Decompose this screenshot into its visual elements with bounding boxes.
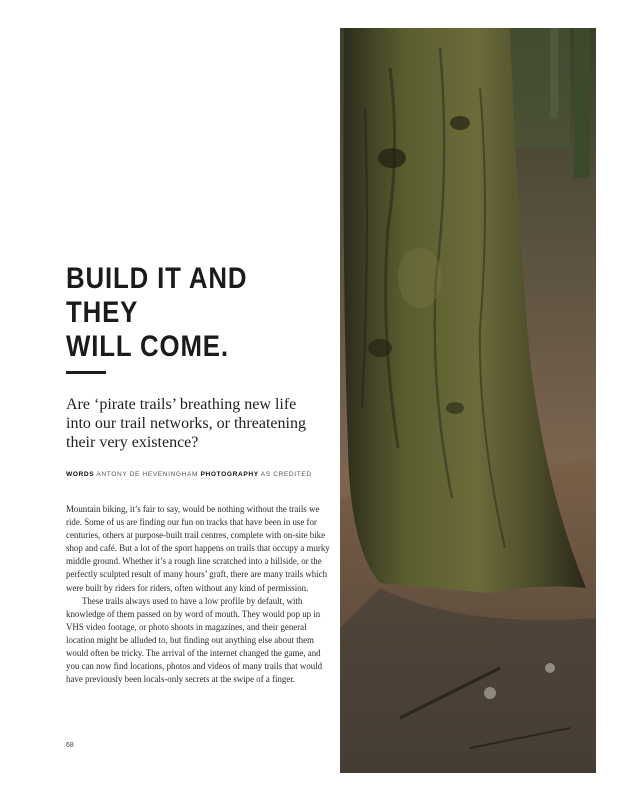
tree-trunk-illustration: [340, 28, 596, 773]
byline-photography-label: PHOTOGRAPHY: [200, 471, 259, 478]
article-body: [66, 503, 332, 686]
body-paragraph: These trails always used to have a low profile by default, with knowledge of them passed on by word of mouth. They would pop up in VHS video footage, or photo shoots in magazines, and their general location might be alluded to, but finding out anything else about them would often be tricky. The arrival of the internet changed the game, and you can now find locations, photos and videos of many trails that would have previously been locals-only secrets at the swipe of a finger.: [66, 595, 323, 685]
byline-words-label: WORDS: [66, 471, 95, 478]
standfirst: Are ‘pirate trails’ breathing new life into our trail networks, or threatening their very existence?: [66, 396, 306, 451]
page-number: 68: [66, 742, 74, 749]
headline: BUILD IT AND THEY WILL COME.: [66, 262, 248, 363]
body-paragraph: Mountain biking, it’s fair to say, would be nothing without the trails we ride. Some of us are finding our fun on tracks that have been in use for centuries, others at purpose-built trail centres, complete with on-site bike shop and café. But a lot of the sport happens on trails that occupy a murky middle ground. Whether it’s a rough line scratched into a hillside, or the perfectly sculpted result of many hours’ graft, there are many trails which were built by riders for riders, often without any kind of permission.: [66, 504, 330, 593]
byline: [66, 471, 336, 478]
byline-photo-credit: AS CREDITED: [260, 471, 312, 478]
tree-trunk-photo: [340, 28, 596, 773]
byline-author: ANTONY DE HEVENINGHAM: [96, 471, 199, 478]
headline-divider: [66, 371, 106, 374]
